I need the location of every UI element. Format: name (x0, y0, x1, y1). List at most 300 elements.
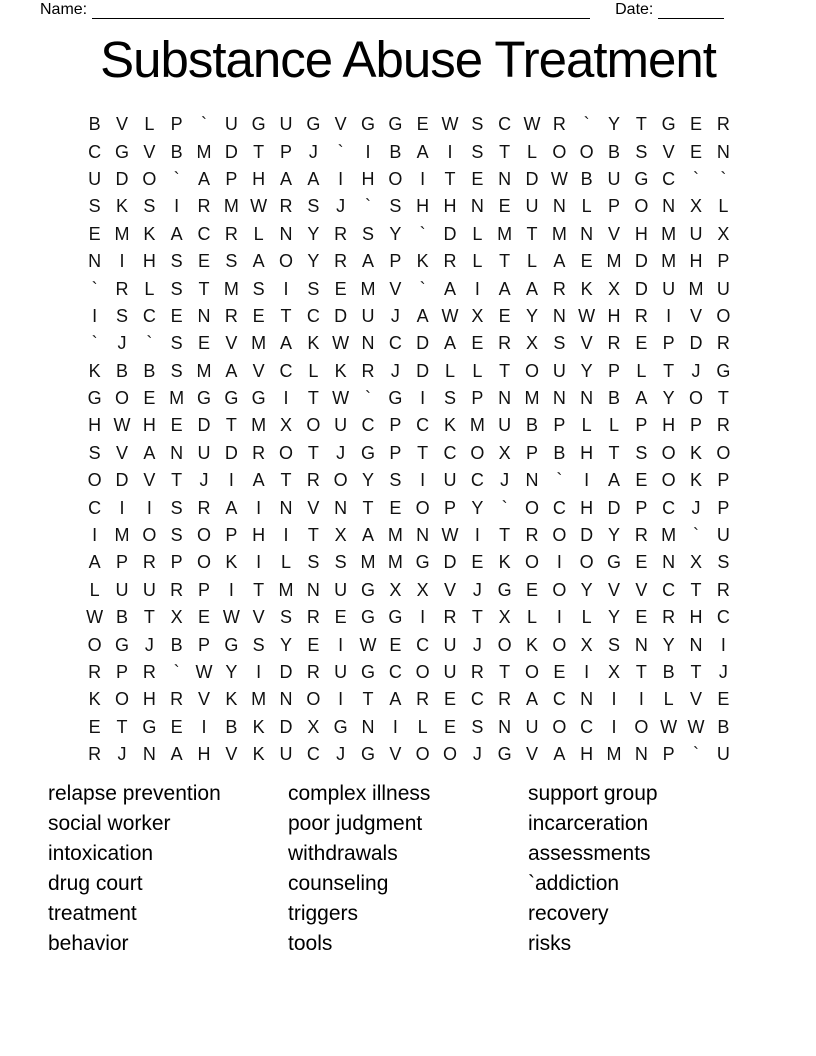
grid-cell: W (441, 114, 459, 135)
grid-cell: B (115, 607, 128, 628)
grid-cell: L (581, 196, 592, 217)
grid-cell: W (195, 662, 213, 682)
grid-cell: T (690, 662, 702, 682)
grid-cell: A (443, 278, 456, 299)
grid-cell: V (607, 223, 620, 244)
grid-cell: G (388, 114, 403, 135)
grid-cell: A (197, 168, 210, 189)
grid-cell: ` (173, 662, 180, 682)
grid-cell: X (580, 634, 593, 655)
grid-cell: N (552, 196, 566, 217)
grid-cell: C (470, 470, 484, 491)
grid-cell: D (525, 168, 539, 189)
word-list-item: risks (528, 932, 572, 955)
grid-cell: I (556, 607, 562, 628)
grid-cell: C (388, 662, 402, 682)
grid-cell: T (690, 579, 702, 600)
grid-cell: Y (361, 470, 374, 491)
grid-cell: A (498, 278, 511, 299)
grid-cell: U (443, 662, 457, 682)
word-list-item: intoxication (48, 842, 154, 865)
grid-cell: B (143, 360, 156, 381)
grid-cell: H (580, 442, 594, 463)
puzzle-title: Substance Abuse Treatment (100, 31, 716, 88)
grid-cell: J (691, 360, 701, 381)
grid-cell: M (524, 388, 540, 409)
grid-cell: S (143, 196, 156, 217)
grid-cell: T (362, 497, 374, 518)
name-label: Name: (40, 1, 88, 18)
grid-cell: C (662, 579, 676, 600)
grid-cell: W (359, 634, 377, 655)
grid-cell: L (472, 360, 483, 381)
grid-cell: H (634, 223, 648, 244)
grid-cell: E (498, 305, 511, 326)
grid-cell: B (553, 442, 566, 463)
grid-cell: G (196, 388, 211, 409)
grid-cell: V (307, 497, 320, 518)
grid-cell: ` (91, 333, 98, 354)
grid-cell: E (389, 497, 402, 518)
grid-cell: J (117, 333, 127, 354)
grid-cell: C (580, 716, 594, 737)
grid-cell: J (336, 744, 346, 765)
grid-cell: J (199, 470, 209, 491)
grid-cell: N (279, 689, 293, 710)
word-list-column (288, 779, 528, 959)
grid-cell: B (607, 388, 620, 409)
grid-cell: E (197, 251, 210, 272)
grid-cell: W (86, 607, 104, 628)
grid-cell: T (307, 525, 319, 546)
grid-cell: ` (91, 278, 98, 299)
grid-cell: L (526, 607, 537, 628)
grid-cell: T (717, 388, 729, 409)
grid-cell: C (498, 114, 512, 135)
grid-cell: ` (720, 168, 727, 189)
grid-cell: G (497, 744, 512, 765)
grid-cell: T (253, 579, 265, 600)
grid-cell: J (472, 634, 482, 655)
grid-cell: L (636, 360, 647, 381)
grid-cell: S (170, 251, 183, 272)
grid-cell: P (170, 114, 183, 135)
grid-cell: D (634, 251, 648, 272)
grid-cell: P (689, 415, 702, 436)
grid-cell: R (498, 689, 512, 710)
grid-cell: L (526, 141, 537, 162)
grid-cell: R (716, 579, 730, 600)
grid-cell: A (225, 497, 238, 518)
grid-cell: R (443, 607, 457, 628)
grid-cell: K (225, 689, 238, 710)
grid-cell: O (524, 662, 539, 682)
grid-cell: G (360, 579, 375, 600)
grid-cell: R (716, 114, 730, 135)
grid-cell: T (635, 114, 647, 135)
grid-cell: K (252, 744, 265, 765)
grid-cell: O (716, 442, 731, 463)
grid-cell: C (716, 607, 730, 628)
grid-cell: V (662, 141, 675, 162)
grid-cell: G (497, 579, 512, 600)
grid-cell: H (88, 415, 102, 436)
grid-cell: N (142, 744, 156, 765)
grid-cell: P (225, 168, 238, 189)
grid-cell: A (416, 141, 429, 162)
grid-cell: Y (307, 223, 320, 244)
grid-cell: W (687, 716, 705, 737)
grid-cell: S (170, 360, 183, 381)
grid-cell: O (87, 634, 102, 655)
grid-cell: J (144, 634, 154, 655)
grid-cell: R (470, 662, 484, 682)
grid-cell: M (251, 689, 267, 710)
grid-cell: O (524, 360, 539, 381)
grid-cell: K (225, 552, 238, 573)
grid-cell: U (525, 716, 539, 737)
grid-cell: U (88, 168, 102, 189)
grid-cell: U (443, 634, 457, 655)
grid-cell: M (223, 278, 239, 299)
grid-cell: V (607, 579, 620, 600)
grid-cell: O (114, 388, 129, 409)
grid-cell: E (635, 333, 648, 354)
grid-cell: B (170, 141, 183, 162)
grid-cell: O (552, 579, 567, 600)
grid-cell: G (360, 442, 375, 463)
grid-cell: X (471, 305, 484, 326)
grid-cell: N (306, 579, 320, 600)
grid-cell: L (581, 607, 592, 628)
grid-cell: L (308, 360, 319, 381)
word-list-item: complex illness (288, 782, 431, 805)
grid-cell: M (278, 579, 294, 600)
grid-cell: T (444, 168, 456, 189)
grid-cell: R (88, 744, 102, 765)
grid-cell: L (253, 223, 264, 244)
grid-cell: E (252, 305, 265, 326)
grid-cell: N (361, 716, 375, 737)
grid-cell: W (250, 196, 268, 217)
grid-cell: E (143, 388, 156, 409)
grid-cell: V (115, 114, 128, 135)
grid-cell: L (526, 251, 537, 272)
grid-cell: H (689, 607, 703, 628)
grid-cell: C (88, 141, 102, 162)
grid-cell: I (92, 305, 98, 326)
grid-cell: I (119, 497, 125, 518)
grid-cell: ` (692, 168, 699, 189)
grid-cell: I (420, 168, 426, 189)
grid-cell: E (553, 662, 566, 682)
grid-cell: L (472, 223, 483, 244)
grid-cell: R (142, 552, 156, 573)
grid-cell: H (416, 196, 430, 217)
grid-cell: R (443, 251, 457, 272)
grid-cell: O (661, 442, 676, 463)
grid-cell: R (416, 689, 430, 710)
grid-cell: U (662, 278, 676, 299)
grid-cell: M (661, 223, 677, 244)
grid-cell: G (306, 114, 321, 135)
grid-cell: I (283, 278, 289, 299)
grid-cell: R (662, 607, 676, 628)
grid-cell: Y (662, 634, 675, 655)
grid-cell: R (552, 114, 566, 135)
grid-cell: C (552, 497, 566, 518)
grid-cell: E (443, 716, 456, 737)
grid-cell: N (334, 497, 348, 518)
header-row (40, 1, 776, 19)
grid-cell: C (470, 689, 484, 710)
grid-cell: G (360, 662, 375, 682)
grid-cell: L (581, 415, 592, 436)
grid-cell: I (474, 525, 480, 546)
grid-cell: E (635, 470, 648, 491)
grid-cell: ` (200, 114, 207, 135)
grid-cell: I (256, 497, 262, 518)
grid-cell: T (253, 141, 265, 162)
grid-cell: M (497, 223, 513, 244)
grid-cell: U (334, 662, 348, 682)
grid-cell: W (441, 525, 459, 546)
grid-cell: T (116, 716, 128, 737)
grid-cell: O (114, 689, 129, 710)
grid-cell: N (470, 196, 484, 217)
grid-cell: M (606, 744, 622, 765)
grid-cell: I (584, 470, 590, 491)
grid-cell: E (197, 333, 210, 354)
grid-cell: E (580, 251, 593, 272)
grid-cell: U (552, 360, 566, 381)
grid-cell: S (553, 333, 566, 354)
grid-cell: P (635, 497, 648, 518)
grid-cell: N (361, 333, 375, 354)
word-list-item: behavior (48, 932, 129, 955)
grid-cell: A (279, 333, 292, 354)
grid-cell: V (443, 579, 456, 600)
grid-cell: D (334, 305, 348, 326)
grid-cell: V (143, 470, 156, 491)
grid-cell: S (170, 497, 183, 518)
grid-cell: M (469, 415, 485, 436)
grid-cell: S (170, 525, 183, 546)
grid-cell: K (525, 634, 538, 655)
grid-cell: T (499, 360, 511, 381)
grid-cell: H (580, 497, 594, 518)
grid-cell: H (607, 305, 621, 326)
grid-cell: V (580, 333, 593, 354)
grid-cell: J (500, 470, 510, 491)
grid-cell: J (336, 196, 346, 217)
grid-cell: O (142, 168, 157, 189)
grid-cell: C (443, 442, 457, 463)
grid-cell: R (716, 333, 730, 354)
grid-cell: S (115, 305, 128, 326)
grid-cell: B (662, 662, 675, 682)
grid-cell: W (523, 114, 541, 135)
grid-cell: O (688, 388, 703, 409)
grid-cell: R (306, 470, 320, 491)
grid-cell: N (498, 716, 512, 737)
grid-cell: M (387, 525, 403, 546)
grid-cell: S (443, 388, 456, 409)
grid-cell: Y (580, 360, 593, 381)
grid-cell: C (662, 168, 676, 189)
grid-cell: ` (692, 744, 699, 765)
grid-cell: I (392, 716, 398, 737)
grid-cell: H (252, 525, 266, 546)
grid-cell: R (525, 525, 539, 546)
grid-cell: K (443, 415, 456, 436)
grid-cell: Y (307, 251, 320, 272)
grid-cell: K (416, 251, 429, 272)
grid-cell: E (498, 196, 511, 217)
grid-cell: O (278, 442, 293, 463)
grid-cell: O (87, 470, 102, 491)
grid-cell: A (170, 223, 183, 244)
grid-cell: D (580, 525, 594, 546)
grid-cell: O (415, 744, 430, 765)
grid-cell: B (170, 634, 183, 655)
grid-cell: D (607, 497, 621, 518)
grid-cell: S (307, 196, 320, 217)
grid-cell: A (143, 442, 156, 463)
grid-cell: X (307, 716, 320, 737)
grid-cell: I (283, 388, 289, 409)
grid-cell: T (307, 442, 319, 463)
grid-cell: M (196, 360, 212, 381)
date-blank-line (658, 3, 724, 19)
grid-cell: N (662, 196, 676, 217)
grid-cell: T (608, 442, 620, 463)
grid-cell: V (635, 579, 648, 600)
word-list-item: incarceration (528, 812, 649, 835)
grid-cell: U (525, 196, 539, 217)
grid-cell: E (88, 716, 101, 737)
grid-cell: V (115, 442, 128, 463)
grid-cell: T (526, 223, 538, 244)
grid-cell: U (197, 442, 211, 463)
grid-cell: I (420, 470, 426, 491)
grid-cell: P (525, 442, 538, 463)
grid-cell: R (197, 196, 211, 217)
grid-cell: O (634, 196, 649, 217)
word-list (48, 779, 768, 959)
grid-cell: V (252, 607, 265, 628)
grid-cell: G (114, 634, 129, 655)
grid-cell: D (224, 442, 238, 463)
grid-cell: U (334, 579, 348, 600)
grid-cell: P (471, 388, 484, 409)
grid-cell: V (525, 744, 538, 765)
grid-cell: U (279, 744, 293, 765)
grid-cell: N (88, 251, 102, 272)
grid-cell: N (498, 168, 512, 189)
grid-cell: X (689, 552, 702, 573)
grid-cell: P (607, 360, 620, 381)
grid-cell: R (252, 442, 266, 463)
grid-cell: I (146, 497, 152, 518)
grid-cell: R (115, 278, 129, 299)
grid-cell: R (334, 223, 348, 244)
grid-cell: L (444, 360, 455, 381)
grid-cell: E (443, 689, 456, 710)
word-list-item: tools (288, 932, 333, 955)
grid-cell: O (552, 716, 567, 737)
grid-cell: N (634, 744, 648, 765)
grid-cell: J (390, 360, 400, 381)
grid-cell: S (717, 552, 730, 573)
grid-cell: B (389, 141, 402, 162)
grid-cell: T (280, 470, 292, 491)
grid-cell: I (256, 662, 262, 682)
grid-cell: G (634, 168, 649, 189)
grid-cell: W (113, 415, 131, 436)
grid-cell: T (471, 607, 483, 628)
grid-cell: V (225, 333, 238, 354)
grid-cell: P (225, 525, 238, 546)
grid-cell: ` (364, 196, 371, 217)
grid-cell: E (717, 689, 730, 710)
grid-cell: O (388, 168, 403, 189)
grid-cell: E (416, 114, 429, 135)
grid-cell: G (114, 141, 129, 162)
grid-cell: D (634, 278, 648, 299)
grid-cell: C (662, 497, 676, 518)
word-list-item: recovery (528, 902, 609, 925)
grid-cell: Y (279, 634, 292, 655)
grid-cell: V (225, 744, 238, 765)
grid-cell: G (360, 607, 375, 628)
grid-cell: D (279, 716, 293, 737)
grid-cell: W (332, 333, 350, 354)
grid-cell: B (525, 415, 538, 436)
grid-cell: S (170, 278, 183, 299)
grid-cell: O (333, 470, 348, 491)
grid-cell: C (142, 305, 156, 326)
grid-cell: O (306, 415, 321, 436)
grid-cell: E (689, 114, 702, 135)
grid-cell: M (606, 251, 622, 272)
word-list-item: `addiction (528, 872, 620, 895)
grid-cell: B (115, 360, 128, 381)
grid-cell: O (196, 552, 211, 573)
grid-cell: A (389, 689, 402, 710)
grid-cell: G (716, 360, 731, 381)
grid-cell: K (689, 470, 702, 491)
grid-cell: J (472, 744, 482, 765)
grid-cell: S (361, 223, 374, 244)
grid-cell: M (114, 223, 130, 244)
grid-cell: V (389, 278, 402, 299)
grid-cell: M (169, 388, 185, 409)
grid-cell: ` (364, 388, 371, 409)
grid-cell: V (197, 689, 210, 710)
grid-cell: H (689, 251, 703, 272)
grid-cell: M (251, 415, 267, 436)
grid-cell: E (307, 634, 320, 655)
grid-cell: K (88, 689, 101, 710)
grid-cell: I (174, 196, 180, 217)
grid-cell: P (717, 497, 730, 518)
grid-cell: H (662, 415, 676, 436)
grid-cell: O (415, 497, 430, 518)
grid-cell: I (338, 168, 344, 189)
grid-cell: D (416, 360, 430, 381)
grid-cell: C (416, 634, 430, 655)
